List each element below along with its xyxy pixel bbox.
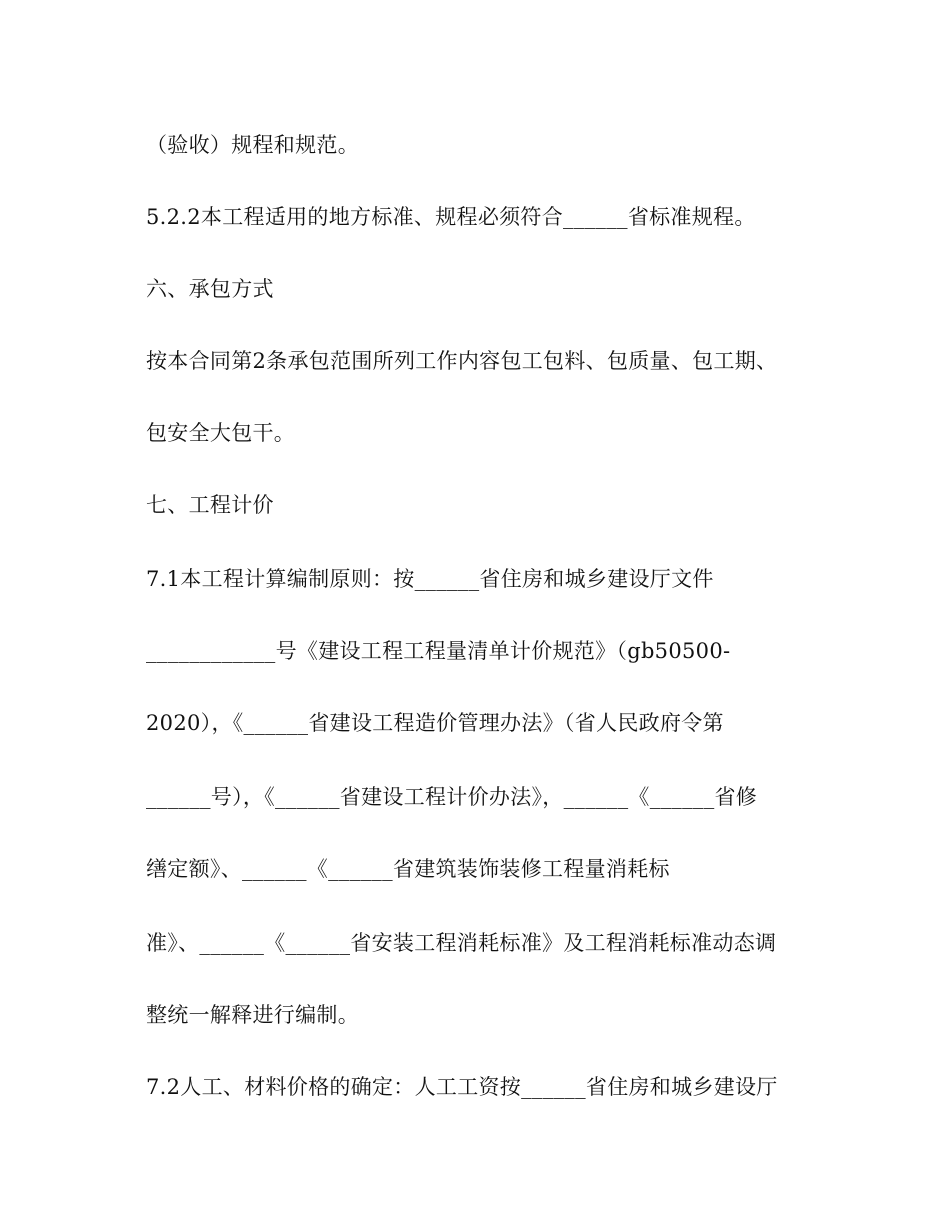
text-line: 缮定额》、______《______省建筑装饰装修工程量消耗标 xyxy=(146,857,670,881)
text-line: 7.2人工、材料价格的确定：人工工资按______省住房和城乡建设厅 xyxy=(146,1075,778,1099)
text-line: 包安全大包干。 xyxy=(146,421,296,445)
text-line: 准》、______《______省安装工程消耗标准》及工程消耗标准动态调 xyxy=(146,931,777,955)
text-line: ______号），《______省建设工程计价办法》，______《______省修 xyxy=(146,785,758,809)
text-line: ____________号《建设工程工程量清单计价规范》（gb50500- xyxy=(146,639,731,663)
text-line: 2020），《______省建设工程造价管理办法》（省人民政府令第 xyxy=(146,711,724,735)
text-line: 整统一解释进行编制。 xyxy=(146,1003,359,1027)
text-line: 按本合同第2条承包范围所列工作内容包工包料、包质量、包工期、 xyxy=(146,349,778,373)
text-line: （验收）规程和规范。 xyxy=(146,133,359,157)
section-heading: 七、工程计价 xyxy=(146,493,274,517)
text-line: 7.1本工程计算编制原则：按______省住房和城乡建设厅文件 xyxy=(146,567,714,591)
text-line: 5.2.2本工程适用的地方标准、规程必须符合______省标准规程。 xyxy=(146,205,756,229)
section-heading: 六、承包方式 xyxy=(146,277,274,301)
